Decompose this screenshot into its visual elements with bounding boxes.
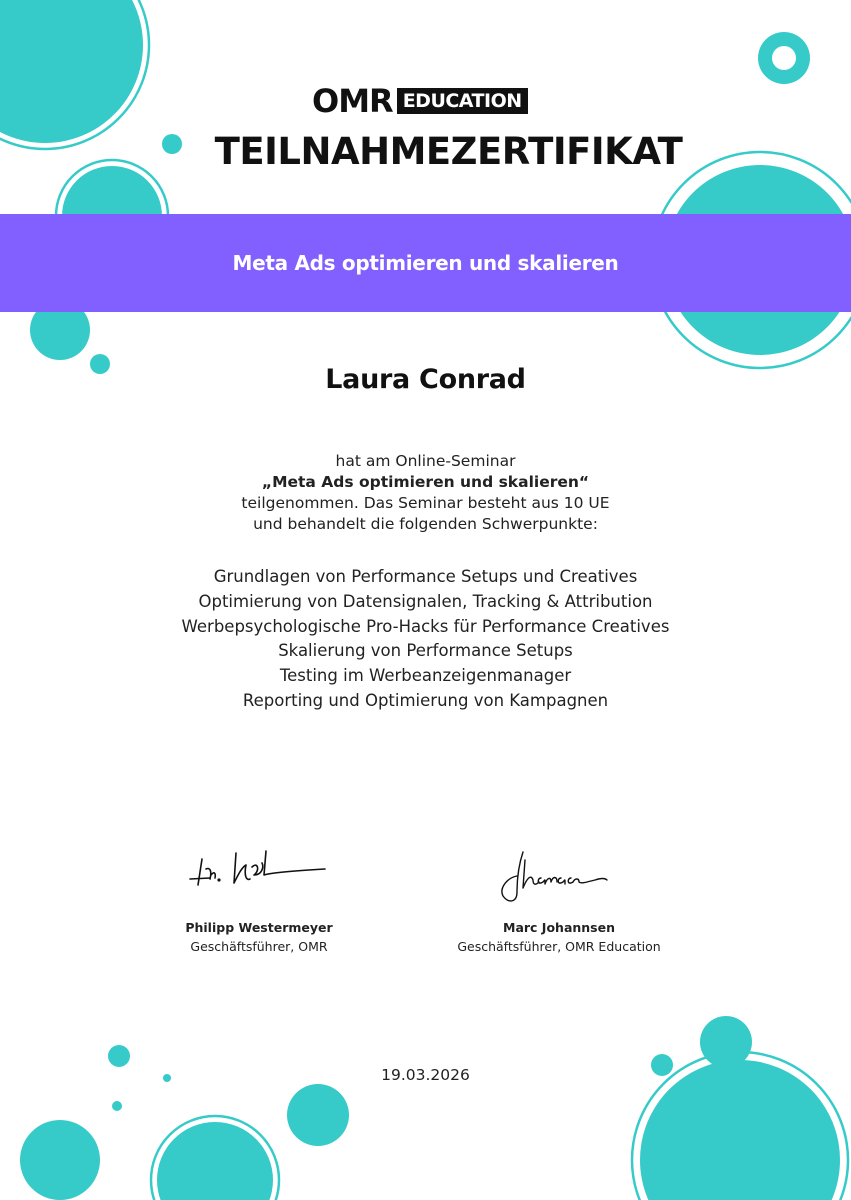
logo-brand: OMR <box>312 82 393 120</box>
signatory-2 <box>409 918 709 956</box>
intro-line-3: teilgenommen. Das Seminar besteht aus 10 UE <box>241 494 610 512</box>
bubble <box>287 1084 349 1146</box>
topic-item: Testing im Werbeanzeigenmanager <box>279 666 572 686</box>
topic-item: Werbepsychologische Pro-Hacks für Performance Creatives <box>181 616 670 636</box>
seminar-title-quoted: „Meta Ads optimieren und skalieren“ <box>261 473 590 491</box>
participant-name: Laura Conrad <box>325 364 526 395</box>
topic-item: Skalierung von Performance Setups <box>278 641 573 661</box>
signatory-name: Philipp Westermeyer <box>185 920 333 935</box>
certificate-intro <box>0 451 851 535</box>
intro-line-4: und behandelt die folgenden Schwerpunkte: <box>253 515 598 533</box>
logo-badge: EDUCATION <box>397 88 528 114</box>
bubble <box>112 1101 122 1111</box>
course-banner <box>0 214 851 312</box>
bubble <box>0 0 143 143</box>
course-banner-title: Meta Ads optimieren und skalieren <box>232 251 619 275</box>
omr-education-logo <box>312 82 528 120</box>
certificate-date: 19.03.2026 <box>381 1066 470 1084</box>
signature-westermeyer <box>180 845 330 895</box>
bubble <box>20 1120 100 1200</box>
signature-johannsen <box>495 848 615 908</box>
topic-item: Grundlagen von Performance Setups und Creatives <box>213 567 638 586</box>
signatory-role: Geschäftsführer, OMR <box>190 939 328 954</box>
topic-item: Reporting und Optimierung von Kampagnen <box>242 690 609 710</box>
topic-item: Optimierung von Datensignalen, Tracking & Attribution <box>198 591 653 611</box>
intro-line-1: hat am Online-Seminar <box>335 452 516 470</box>
bubble <box>157 1122 273 1200</box>
signatory-name: Marc Johannsen <box>503 920 615 935</box>
signatory-1 <box>109 918 409 956</box>
signatory-role: Geschäftsführer, OMR Education <box>457 939 661 954</box>
certificate-title: TEILNAHMEZERTIFIKAT <box>214 130 683 173</box>
bubble <box>108 1045 130 1067</box>
topics-list <box>0 565 851 714</box>
